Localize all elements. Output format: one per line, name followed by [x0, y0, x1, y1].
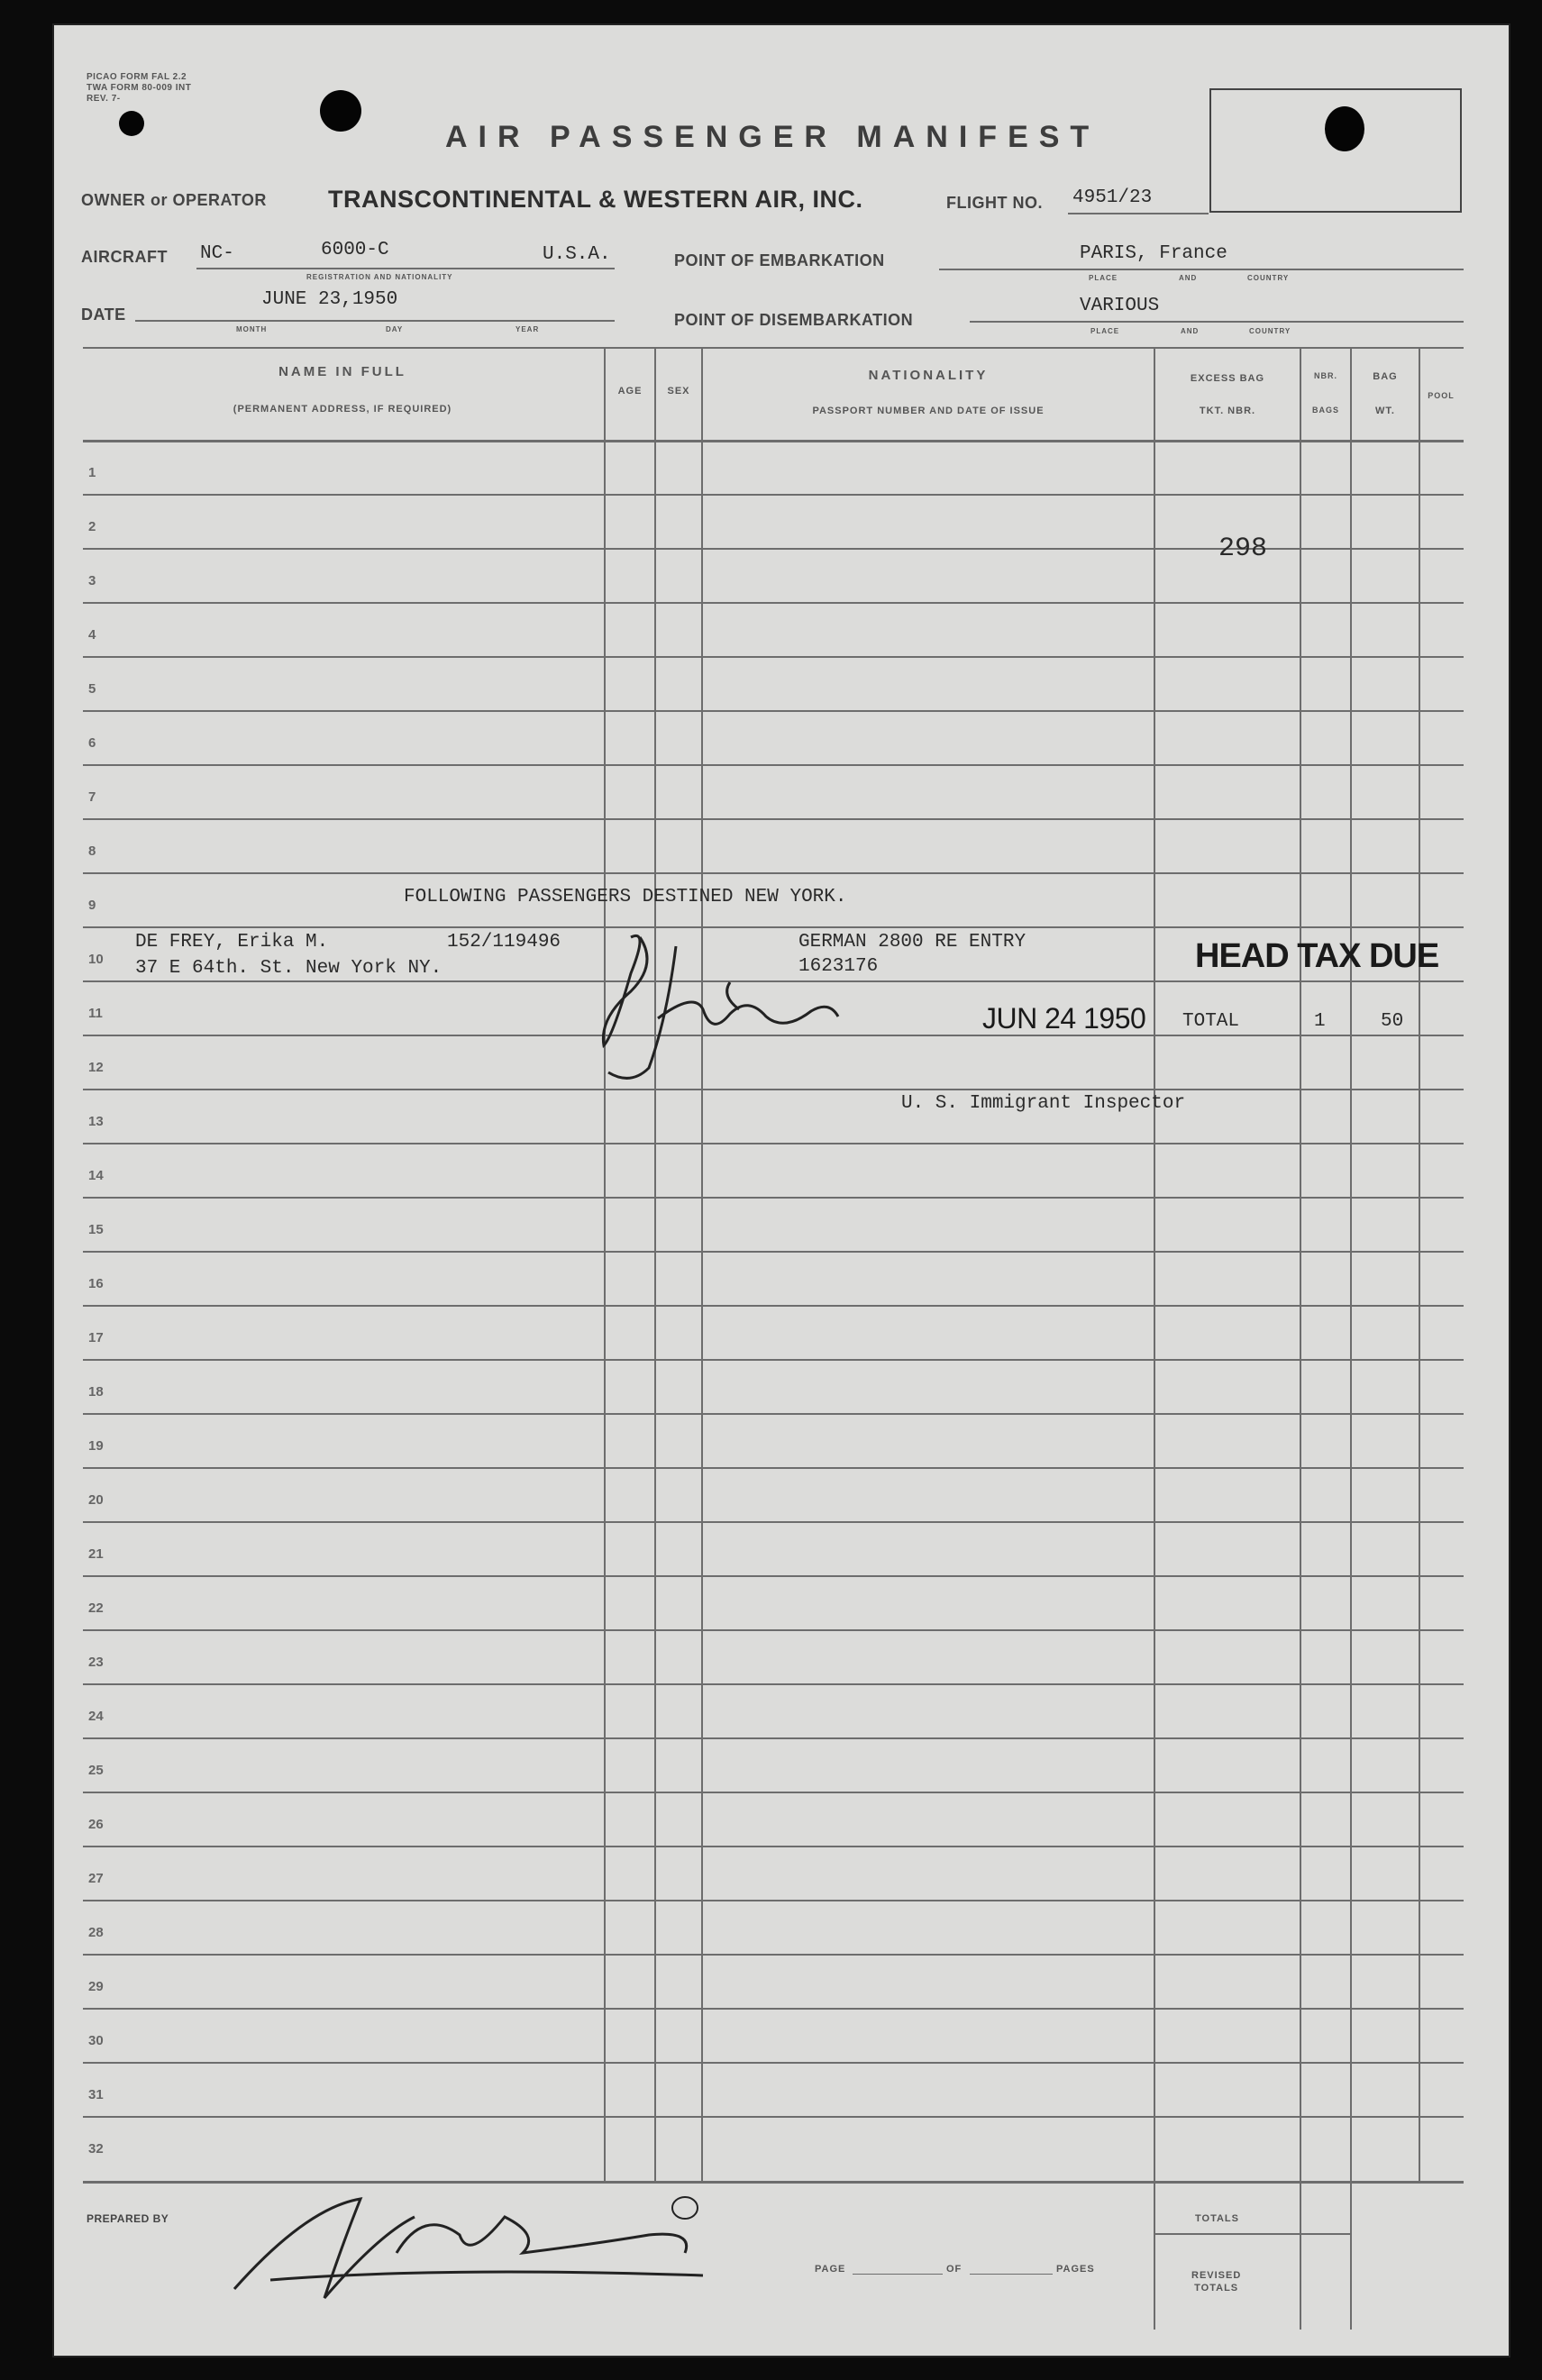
row-rule: [83, 1683, 1464, 1685]
prepared-by-label: PREPARED BY: [87, 2212, 169, 2225]
total-label: TOTAL: [1182, 1011, 1240, 1032]
row-rule: [83, 494, 1464, 496]
date-underline: [135, 320, 615, 322]
row-number: 5: [88, 681, 96, 697]
row-number: 18: [88, 1384, 104, 1400]
aircraft-number: 6000-C: [321, 240, 389, 260]
disembarkation-sub-place: PLACE: [1090, 327, 1120, 335]
row-rule: [83, 1575, 1464, 1577]
page-title: AIR PASSENGER MANIFEST: [445, 120, 1100, 154]
row-number: 10: [88, 952, 104, 967]
preparer-signature: [216, 2181, 721, 2307]
of-label: OF: [946, 2264, 963, 2275]
revised-totals-label: [1191, 2269, 1241, 2294]
aircraft-underline: [196, 268, 615, 269]
row-rule: [83, 656, 1464, 658]
passenger-name: DE FREY, Erika M.: [135, 932, 329, 953]
embarkation-value: PARIS, France: [1080, 243, 1227, 264]
punch-hole-center: [320, 90, 361, 132]
pages-label: PAGES: [1056, 2264, 1095, 2275]
row-number: 13: [88, 1114, 104, 1129]
row-rule: [83, 2008, 1464, 2010]
row-rule: [83, 1251, 1464, 1253]
row-number: 30: [88, 2033, 104, 2048]
head-tax-due-stamp: HEAD TAX DUE: [1195, 937, 1439, 975]
punch-hole-left: [119, 111, 144, 136]
disembarkation-underline: [970, 321, 1464, 323]
col-header-nbr: NBR.: [1314, 371, 1337, 380]
disembarkation-label: POINT OF DISEMBARKATION: [674, 311, 914, 329]
row-rule: [83, 1954, 1464, 1956]
row-number: 20: [88, 1492, 104, 1508]
col-header-excess-sub: TKT. NBR.: [1199, 406, 1256, 416]
col-header-nationality-sub: PASSPORT NUMBER AND DATE OF ISSUE: [812, 406, 1045, 416]
col-header-excess: EXCESS BAG: [1190, 373, 1265, 384]
table-header-bottom: [83, 440, 1464, 442]
form-code: [87, 72, 191, 105]
date-sub-month: MONTH: [236, 325, 268, 333]
row-rule: [83, 872, 1464, 874]
page-underline: [853, 2274, 943, 2275]
embarkation-label: POINT OF EMBARKATION: [674, 251, 885, 269]
row-number: 12: [88, 1060, 104, 1075]
passenger-nationality: GERMAN 2800 RE ENTRY: [798, 932, 1026, 953]
row-number: 24: [88, 1709, 104, 1724]
col-header-name: NAME IN FULL: [278, 364, 406, 379]
row-number: 19: [88, 1438, 104, 1454]
col-divider-age: [604, 347, 606, 2182]
row-number: 31: [88, 2087, 104, 2102]
inspection-date-stamp: JUN 24 1950: [982, 1002, 1146, 1035]
row-number: 29: [88, 1979, 104, 1994]
row-number: 17: [88, 1330, 104, 1345]
row-number: 8: [88, 843, 96, 859]
col-divider-excess: [1154, 347, 1155, 2330]
row-number: 22: [88, 1600, 104, 1616]
col-header-sex: SEX: [667, 386, 690, 397]
passenger-id: 152/119496: [447, 932, 561, 953]
col-header-nationality: NATIONALITY: [868, 368, 989, 383]
row-number: 32: [88, 2141, 104, 2157]
row-number: 3: [88, 573, 96, 588]
row-rule: [83, 2062, 1464, 2064]
row-rule: [83, 2116, 1464, 2118]
following-passengers-note: FOLLOWING PASSENGERS DESTINED NEW YORK.: [404, 887, 847, 907]
row-number: 26: [88, 1817, 104, 1832]
row-number: 11: [88, 1006, 103, 1021]
row-rule: [83, 764, 1464, 766]
totals-label: TOTALS: [1195, 2213, 1239, 2224]
row-number: 7: [88, 789, 96, 805]
of-underline: [970, 2274, 1053, 2275]
row-number: 9: [88, 898, 96, 913]
row-rule: [83, 1900, 1464, 1901]
row-rule: [83, 710, 1464, 712]
embarkation-sub-and: AND: [1179, 274, 1198, 282]
col-divider-bag: [1350, 347, 1352, 2330]
row-number: 27: [88, 1871, 104, 1886]
totals-divider: [1154, 2233, 1350, 2235]
row-number: 25: [88, 1763, 104, 1778]
row-number: 2: [88, 519, 96, 534]
row-rule: [83, 1629, 1464, 1631]
row-rule: [83, 602, 1464, 604]
operator-label: OWNER or OPERATOR: [81, 191, 267, 209]
page-label: PAGE: [815, 2264, 846, 2275]
aircraft-sublabel: REGISTRATION AND NATIONALITY: [306, 273, 453, 281]
revised-label-line: TOTALS: [1194, 2283, 1239, 2293]
passenger-address: 37 E 64th. St. New York NY.: [135, 958, 443, 979]
row-number: 6: [88, 735, 96, 751]
row-number: 15: [88, 1222, 104, 1237]
date-label: DATE: [81, 305, 126, 324]
form-code-line: TWA FORM 80-009 INT: [87, 83, 192, 93]
immigrant-inspector: U. S. Immigrant Inspector: [901, 1093, 1186, 1114]
total-bags: 1: [1314, 1011, 1326, 1032]
embarkation-sub-country: COUNTRY: [1247, 274, 1290, 282]
date-value: JUNE 23,1950: [261, 289, 398, 310]
row-rule: [83, 1846, 1464, 1847]
flight-number: 4951/23: [1072, 187, 1153, 208]
row-number: 14: [88, 1168, 104, 1183]
office-use-box: [1209, 88, 1462, 213]
col-header-bag-sub: WT.: [1375, 406, 1395, 416]
col-header-bag: BAG: [1373, 371, 1398, 382]
form-code-line: REV. 7-: [87, 94, 121, 104]
col-header-pool: POOL: [1428, 391, 1455, 400]
inspector-signature: [595, 910, 883, 1090]
date-sub-day: DAY: [386, 325, 404, 333]
col-header-name-sub: (PERMANENT ADDRESS, IF REQUIRED): [233, 404, 452, 415]
row-rule: [83, 818, 1464, 820]
row-number: 1: [88, 465, 96, 480]
date-sub-year: YEAR: [516, 325, 540, 333]
row-number: 16: [88, 1276, 104, 1291]
disembarkation-sub-and: AND: [1181, 327, 1200, 335]
col-divider-sex: [654, 347, 656, 2182]
disembarkation-sub-country: COUNTRY: [1249, 327, 1291, 335]
row-rule: [83, 1305, 1464, 1307]
col-divider-nbr: [1300, 347, 1301, 2330]
col-header-age: AGE: [617, 386, 643, 397]
table-top-border: [83, 347, 1464, 349]
operator-name: TRANSCONTINENTAL & WESTERN AIR, INC.: [328, 186, 863, 213]
col-header-nbr-sub: BAGS: [1311, 406, 1339, 415]
revised-label-line: REVISED: [1191, 2270, 1242, 2281]
flight-label: FLIGHT NO.: [946, 194, 1043, 212]
embarkation-underline: [939, 269, 1464, 270]
disembarkation-value: VARIOUS: [1080, 296, 1160, 316]
aircraft-prefix: NC-: [200, 243, 234, 264]
col-divider-pool: [1419, 347, 1420, 2182]
row-number: 28: [88, 1925, 104, 1940]
row-number: 21: [88, 1546, 104, 1562]
row-rule: [83, 1359, 1464, 1361]
row-rule: [83, 1197, 1464, 1199]
row-rule: [83, 1467, 1464, 1469]
excess-ticket-number: 298: [1218, 533, 1268, 564]
flight-underline: [1068, 213, 1209, 214]
aircraft-label: AIRCRAFT: [81, 248, 168, 266]
col-divider-nationality: [701, 347, 703, 2182]
row-rule: [83, 1792, 1464, 1793]
embarkation-sub-place: PLACE: [1089, 274, 1118, 282]
row-number: 23: [88, 1655, 104, 1670]
row-rule: [83, 1413, 1464, 1415]
aircraft-nationality: U.S.A.: [543, 244, 611, 265]
form-code-line: PICAO FORM FAL 2.2: [87, 72, 187, 82]
row-number: 4: [88, 627, 96, 643]
row-rule: [83, 1521, 1464, 1523]
row-rule: [83, 1143, 1464, 1144]
total-weight: 50: [1381, 1011, 1404, 1032]
row-rule: [83, 1737, 1464, 1739]
passenger-passport: 1623176: [798, 956, 879, 977]
